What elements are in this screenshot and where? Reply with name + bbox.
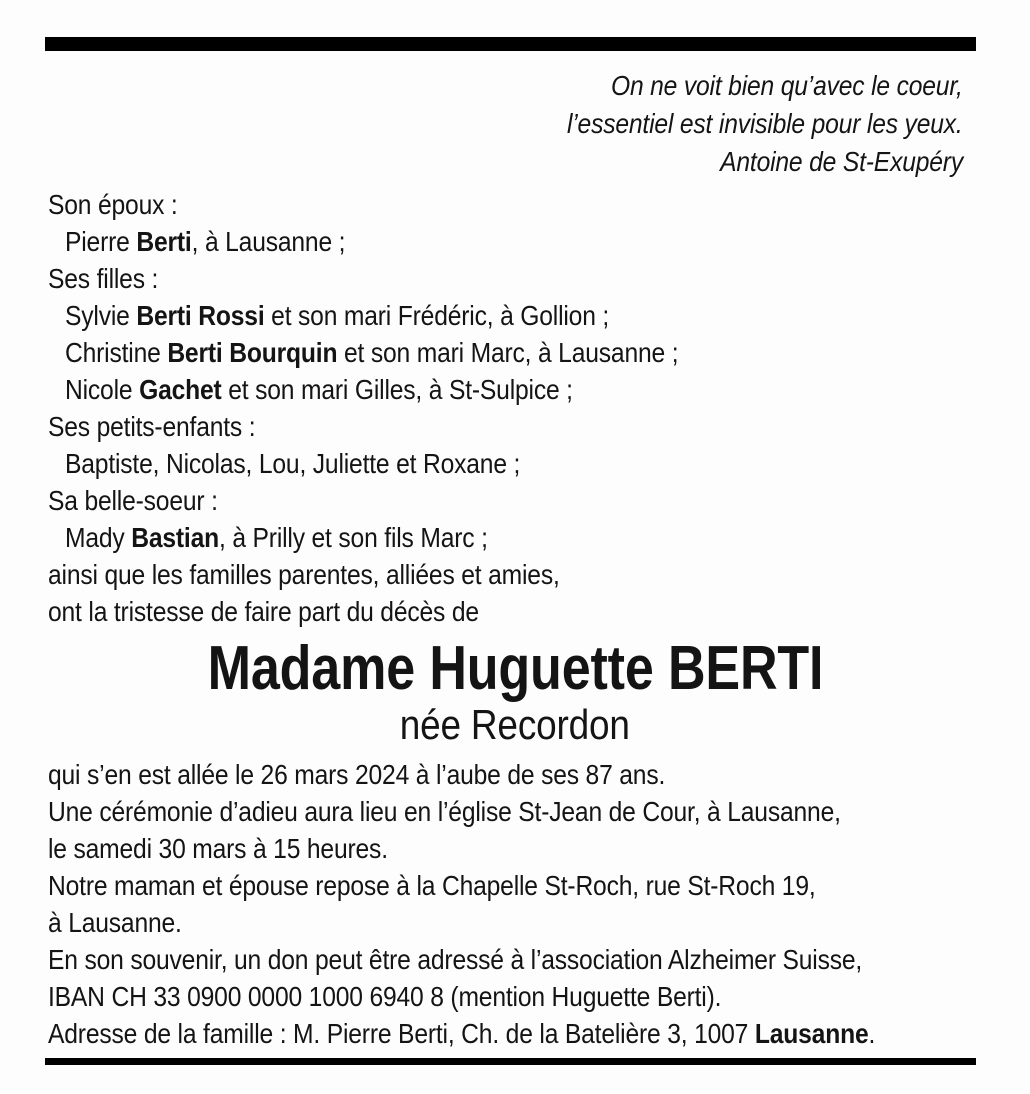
- text-segment: Nicole: [65, 374, 140, 405]
- family-line-text: [65, 371, 573, 408]
- family-line: [48, 334, 985, 371]
- text-segment: à Lausanne.: [48, 907, 182, 938]
- quote-attribution-text: Antoine de St-Exupéry: [720, 146, 963, 177]
- bold-text-segment: Berti Rossi: [136, 300, 265, 331]
- quote-line: [45, 67, 963, 105]
- family-line: [48, 556, 985, 593]
- text-segment: Une cérémonie d’adieu aura lieu en l’église St-Jean de Cour, à Lausanne,: [48, 796, 841, 827]
- family-list: [48, 186, 985, 630]
- family-line-text: [65, 519, 488, 556]
- bold-text-segment: Gachet: [139, 374, 222, 405]
- family-line: [48, 593, 985, 630]
- text-segment: .: [868, 1018, 876, 1049]
- bold-text-segment: Bastian: [131, 522, 219, 553]
- maiden-name-text: née Recordon: [399, 701, 631, 748]
- details-line: [48, 756, 985, 793]
- text-segment: Baptiste, Nicolas, Lou, Juliette et Roxane ;: [65, 448, 521, 479]
- family-line: [48, 260, 985, 297]
- text-segment: et son mari Gilles, à St-Sulpice ;: [221, 374, 573, 405]
- family-line-text: [48, 260, 158, 297]
- family-line: [48, 482, 985, 519]
- details-line-text: [48, 867, 816, 904]
- text-segment: Adresse de la famille : M. Pierre Berti, Ch. de la Batelière 3, 1007: [48, 1018, 755, 1049]
- text-segment: et son mari Frédéric, à Gollion ;: [264, 300, 610, 331]
- family-line: [48, 371, 985, 408]
- details-line: [48, 793, 985, 830]
- details-line-text: [48, 756, 665, 793]
- details-line-text: [48, 904, 182, 941]
- text-segment: ont la tristesse de faire part du décès de: [48, 596, 479, 627]
- text-segment: et son mari Marc, à Lausanne ;: [337, 337, 679, 368]
- bold-text-segment: Berti: [136, 226, 192, 257]
- bold-text-segment: Lausanne: [754, 1018, 869, 1049]
- details-line: [48, 830, 985, 867]
- details-line-text: [48, 1015, 875, 1052]
- text-segment: Notre maman et épouse repose à la Chapelle St-Roch, rue St-Roch 19,: [48, 870, 816, 901]
- details-line-text: [48, 978, 721, 1015]
- quote-attribution: [45, 143, 963, 181]
- details-line-text: [48, 830, 388, 867]
- top-rule: [45, 37, 976, 51]
- text-segment: ainsi que les familles parentes, alliées et amies,: [48, 559, 560, 590]
- maiden-name: [0, 700, 1030, 750]
- quote-line: [45, 105, 963, 143]
- deceased-name-text: Madame Huguette BERTI: [207, 634, 823, 703]
- family-line-text: [48, 482, 218, 519]
- text-segment: En son souvenir, un don peut être adressé à l’association Alzheimer Suisse,: [48, 944, 863, 975]
- family-line: [48, 445, 985, 482]
- family-line-text: [48, 408, 255, 445]
- family-line-text: [65, 445, 520, 482]
- details-line: [48, 867, 985, 904]
- text-segment: Ses filles :: [48, 263, 159, 294]
- family-line-text: [65, 223, 345, 260]
- text-segment: Christine: [65, 337, 168, 368]
- text-segment: Pierre: [65, 226, 137, 257]
- details-line-text: [48, 941, 862, 978]
- details-line: [48, 1015, 985, 1052]
- text-segment: Mady: [65, 522, 132, 553]
- family-line-text: [48, 556, 560, 593]
- family-line-text: [48, 593, 479, 630]
- details-line: [48, 978, 985, 1015]
- family-line: [48, 186, 985, 223]
- text-segment: qui s’en est allée le 26 mars 2024 à l’aube de ses 87 ans.: [48, 759, 666, 790]
- details-line: [48, 904, 985, 941]
- bottom-rule: [45, 1058, 976, 1065]
- family-line: [48, 297, 985, 334]
- family-line: [48, 519, 985, 556]
- quote-block: [45, 67, 963, 181]
- details-line: [48, 941, 985, 978]
- quote-line-text: l’essentiel est invisible pour les yeux.: [567, 108, 963, 139]
- family-line-text: [48, 186, 178, 223]
- bold-text-segment: Berti Bourquin: [167, 337, 338, 368]
- text-segment: , à Lausanne ;: [191, 226, 346, 257]
- text-segment: , à Prilly et son fils Marc ;: [219, 522, 488, 553]
- text-segment: IBAN CH 33 0900 0000 1000 6940 8 (mention Huguette Berti).: [48, 981, 722, 1012]
- text-segment: le samedi 30 mars à 15 heures.: [48, 833, 388, 864]
- text-segment: Sylvie: [65, 300, 137, 331]
- deceased-name: [0, 634, 1030, 703]
- text-segment: Son époux :: [48, 189, 178, 220]
- text-segment: Ses petits-enfants :: [48, 411, 256, 442]
- family-line: [48, 223, 985, 260]
- family-line: [48, 408, 985, 445]
- details-block: [48, 756, 985, 1052]
- family-line-text: [65, 334, 678, 371]
- family-line-text: [65, 297, 609, 334]
- details-line-text: [48, 793, 841, 830]
- text-segment: Sa belle-soeur :: [48, 485, 218, 516]
- quote-line-text: On ne voit bien qu’avec le coeur,: [611, 70, 963, 101]
